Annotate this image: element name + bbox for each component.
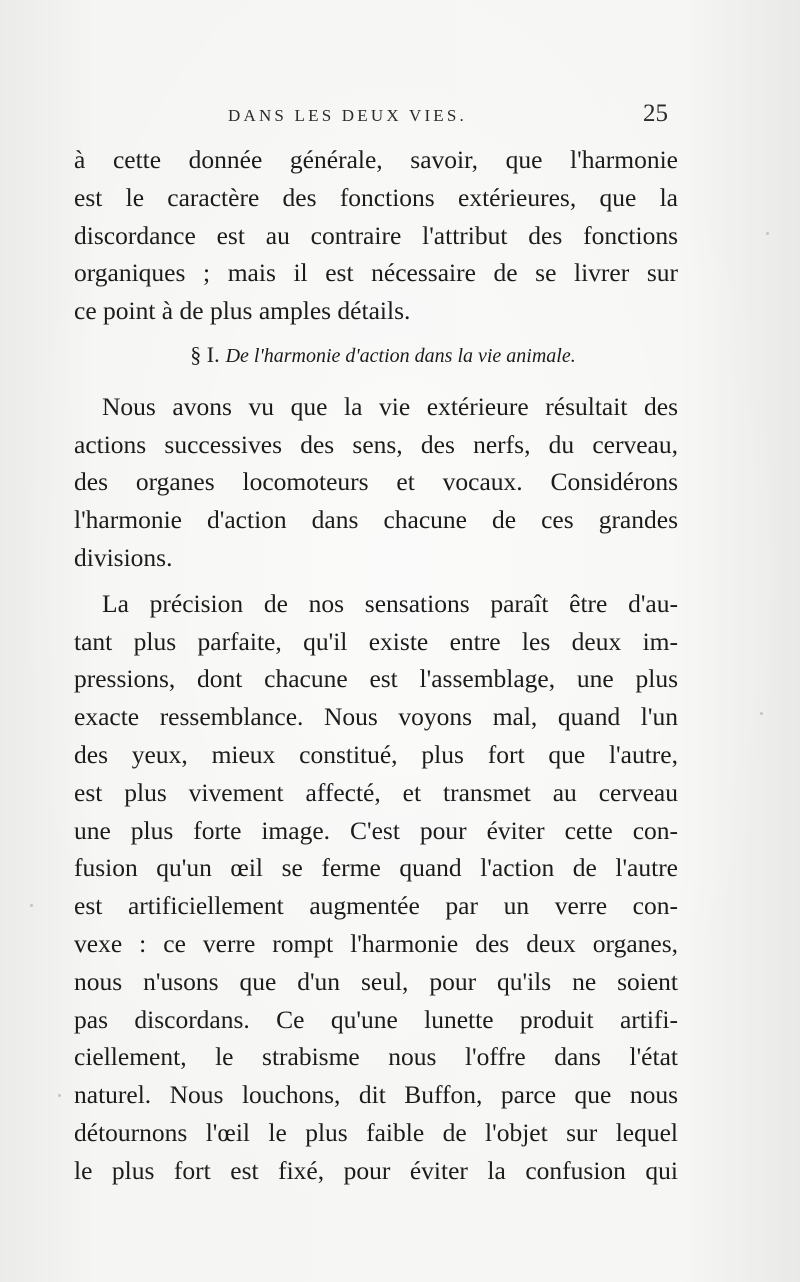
running-title: DANS LES DEUX VIES. [228,106,467,125]
text-line: est artificiellement augmentée par un verre con- [74,891,678,921]
text-line: à cette donnée générale, savoir, que l'harmonie [74,145,678,174]
section-heading [74,336,678,374]
text-line: pas discordans. Ce qu'une lunette produit artifi- [74,1004,678,1034]
paper-speck [30,904,33,907]
text-line: Nous avons vu que la vie extérieure résultait des [102,391,678,421]
paper-speck [58,1094,61,1097]
text-line: l'harmonie d'action dans chacune de ces grandes [74,505,678,535]
text-line: le plus fort est fixé, pour éviter la confusion qui [74,1155,678,1185]
paper-speck [760,712,763,715]
text-line: divisions. [74,542,173,572]
page-number: 25 [643,100,668,127]
text-line: pressions, dont chacune est l'assemblage, une plus [74,664,678,694]
section-title: De l'harmonie d'action dans la vie animale. [225,344,576,367]
paragraph-1 [74,141,678,330]
text-line: ciellement, le strabisme nous l'offre dans l'état [74,1042,678,1072]
text-line: des yeux, mieux constitué, plus fort que l'autre, [74,739,678,769]
text-line: naturel. Nous louchons, dit Buffon, parce que nous [74,1080,678,1110]
text-line: nous n'usons que d'un seul, pour qu'ils ne soient [74,966,678,996]
text-line: discordance est au contraire l'attribut des fonctions [74,220,678,250]
text-line: actions successives des sens, des nerfs, du cerveau, [74,429,678,459]
text-line: des organes locomoteurs et vocaux. Considérons [74,467,678,497]
text-line: est le caractère des fonctions extérieures, que la [74,182,678,212]
text-line: La précision de nos sensations paraît être d'au- [102,588,678,618]
section-mark: § I. [190,341,220,367]
text-line: ce point à de plus amples détails. [74,296,411,326]
paper-speck [766,232,769,235]
text-line: exacte ressemblance. Nous voyons mal, quand l'un [74,702,678,732]
page-body [74,141,678,1190]
paragraph-2 [74,388,678,577]
text-line: détournons l'œil le plus faible de l'objet sur lequel [74,1117,678,1147]
text-line: tant plus parfaite, qu'il existe entre les deux im- [74,626,678,656]
text-line: organiques ; mais il est nécessaire de se livrer sur [74,258,678,288]
paragraph-3 [74,585,678,1190]
paragraph-gap [74,577,678,585]
text-line: fusion qu'un œil se ferme quand l'action de l'autre [74,853,678,883]
text-line: est plus vivement affecté, et transmet au cerveau [74,777,678,807]
text-line: une plus forte image. C'est pour éviter cette con- [74,815,678,845]
text-line: vexe : ce verre rompt l'harmonie des deux organes, [74,928,678,958]
